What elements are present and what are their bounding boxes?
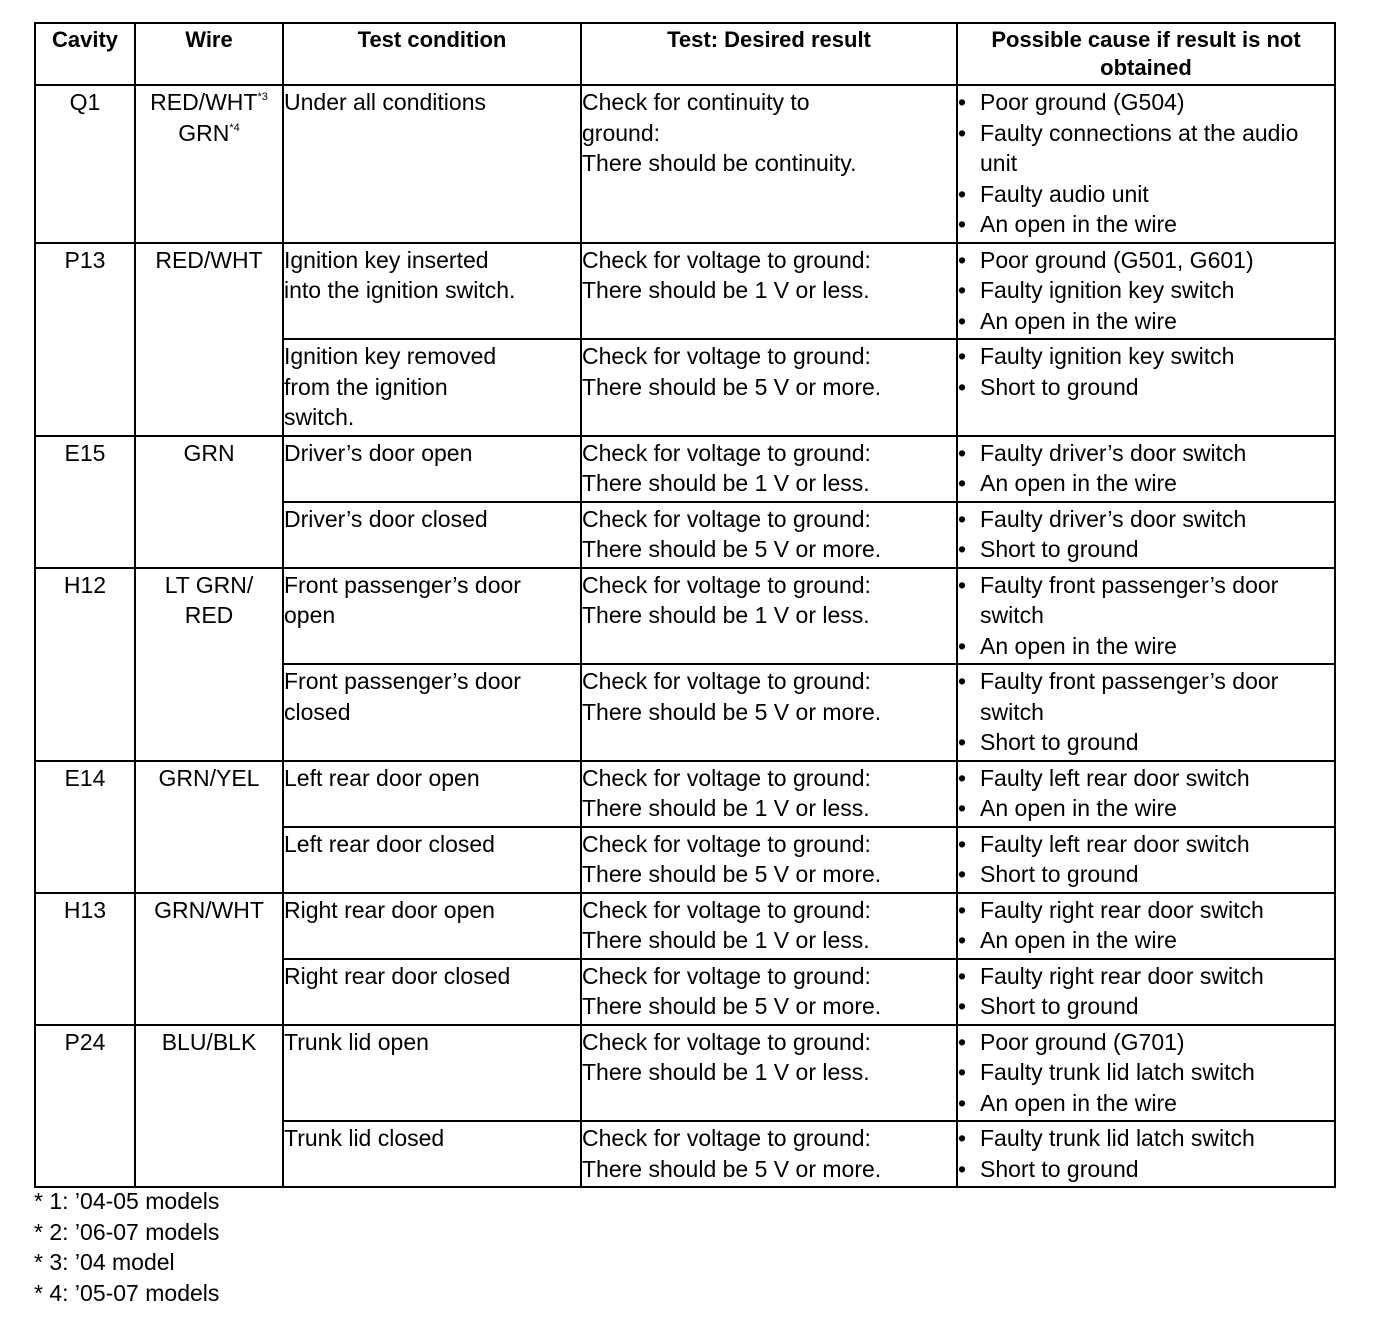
bullet-icon: • xyxy=(958,119,967,146)
possible-cause-cell xyxy=(957,502,1335,568)
possible-cause-text: Faulty driver’s door switch xyxy=(980,505,1247,532)
possible-cause-cell xyxy=(957,827,1335,893)
possible-cause-text: Faulty ignition key switch xyxy=(980,277,1235,303)
desired-result-cell xyxy=(581,339,957,436)
possible-cause-text: Poor ground (G504) xyxy=(980,89,1185,115)
bullet-icon: • xyxy=(958,993,967,1019)
test-condition-cell xyxy=(283,893,581,959)
desired-result-line: There should be 5 V or more. xyxy=(582,373,882,400)
desired-result-line: Check for voltage to ground: xyxy=(582,896,871,923)
test-condition-line: Left rear door closed xyxy=(284,830,495,857)
table-row xyxy=(35,568,1335,665)
possible-cause-item xyxy=(958,829,1334,860)
possible-cause-text: Faulty trunk lid latch switch xyxy=(980,1125,1255,1151)
wire-color xyxy=(136,763,282,794)
desired-result-line: ground: xyxy=(582,119,661,146)
bullet-icon: • xyxy=(958,1125,967,1151)
desired-result-line: Check for voltage to ground: xyxy=(582,1028,871,1055)
possible-cause-text: Faulty trunk lid latch switch xyxy=(980,1059,1255,1085)
desired-result-line: Check for voltage to ground: xyxy=(582,439,871,466)
wire-cell xyxy=(135,568,283,761)
test-condition-line: into the ignition switch. xyxy=(284,277,516,303)
possible-cause-item xyxy=(958,895,1334,926)
possible-cause-cell xyxy=(957,959,1335,1025)
header-wire: Wire xyxy=(135,23,283,85)
wire-cell xyxy=(135,761,283,893)
possible-cause-cell xyxy=(957,339,1335,436)
possible-cause-text: An open in the wire xyxy=(980,927,1177,953)
possible-cause-item xyxy=(958,87,1334,118)
desired-result-line: There should be 1 V or less. xyxy=(582,277,870,303)
desired-result-line: Check for voltage to ground: xyxy=(582,343,871,369)
wire-cell xyxy=(135,1025,283,1188)
test-condition-line: closed xyxy=(284,698,351,725)
test-condition-line: switch. xyxy=(284,404,355,430)
test-condition-cell xyxy=(283,502,581,568)
desired-result-line: Check for voltage to ground: xyxy=(582,505,871,532)
bullet-icon: • xyxy=(958,1155,967,1182)
wire-color xyxy=(136,570,282,601)
desired-result-line: There should be 5 V or more. xyxy=(582,1155,882,1182)
bullet-icon: • xyxy=(958,927,967,953)
desired-result-line: There should be 5 V or more. xyxy=(582,993,882,1019)
possible-cause-text: Short to ground xyxy=(980,861,1139,887)
footnote: * 3: ’04 model xyxy=(34,1249,175,1275)
table-row xyxy=(35,436,1335,502)
wire-color xyxy=(136,438,282,469)
possible-cause-item xyxy=(958,179,1334,210)
test-condition-line: Trunk lid closed xyxy=(284,1125,445,1151)
bullet-icon: • xyxy=(958,1059,967,1085)
possible-cause-item xyxy=(958,504,1334,535)
footnote: * 2: ’06-07 models xyxy=(34,1218,220,1245)
desired-result-cell xyxy=(581,85,957,243)
test-condition-line: Right rear door closed xyxy=(284,962,511,989)
possible-cause-text: Faulty front passenger’s door switch xyxy=(980,668,1279,725)
footnote-ref: *3 xyxy=(257,91,268,103)
possible-cause-item xyxy=(958,1154,1334,1185)
desired-result-cell xyxy=(581,959,957,1025)
possible-cause-cell xyxy=(957,664,1335,761)
possible-cause-text: Short to ground xyxy=(980,1155,1139,1182)
bullet-icon: • xyxy=(958,830,967,857)
possible-cause-text: Faulty connections at the audio unit xyxy=(980,119,1299,176)
bullet-icon: • xyxy=(958,277,967,303)
test-condition-line: Ignition key removed xyxy=(284,343,497,369)
bullet-icon: • xyxy=(958,89,967,115)
cavity-cell: E15 xyxy=(35,436,135,568)
table-row xyxy=(35,243,1335,340)
desired-result-cell xyxy=(581,1121,957,1187)
test-condition-line: from the ignition xyxy=(284,373,448,400)
possible-cause-item xyxy=(958,925,1334,956)
possible-cause-item xyxy=(958,1088,1334,1119)
desired-result-cell xyxy=(581,1025,957,1122)
bullet-icon: • xyxy=(958,343,967,369)
possible-cause-cell xyxy=(957,1121,1335,1187)
possible-cause-item xyxy=(958,275,1334,306)
possible-cause-cell xyxy=(957,243,1335,340)
possible-cause-item xyxy=(958,534,1334,565)
possible-cause-text: An open in the wire xyxy=(980,632,1177,659)
header-desired-result: Test: Desired result xyxy=(581,23,957,85)
possible-cause-text: An open in the wire xyxy=(980,211,1177,237)
table-row xyxy=(35,85,1335,243)
test-condition-cell xyxy=(283,1025,581,1122)
desired-result-line: Check for voltage to ground: xyxy=(582,246,871,273)
cavity-cell: E14 xyxy=(35,761,135,893)
bullet-icon: • xyxy=(958,861,967,887)
test-condition-cell xyxy=(283,761,581,827)
possible-cause-text: Faulty right rear door switch xyxy=(980,896,1264,923)
footnote-ref: *4 xyxy=(229,121,240,134)
cavity-cell: H13 xyxy=(35,893,135,1025)
wire-color xyxy=(136,1027,282,1058)
bullet-icon: • xyxy=(958,307,967,334)
test-condition-cell xyxy=(283,959,581,1025)
desired-result-line: Check for voltage to ground: xyxy=(582,962,871,989)
cavity-cell: P13 xyxy=(35,243,135,436)
wire-color-text: BLU/BLK xyxy=(161,1028,257,1055)
bullet-icon: • xyxy=(958,211,967,237)
possible-cause-text: An open in the wire xyxy=(980,307,1177,334)
wire-test-table xyxy=(34,22,1336,1188)
possible-cause-text: Poor ground (G501, G601) xyxy=(980,246,1254,273)
possible-cause-text: Short to ground xyxy=(980,373,1139,400)
bullet-icon: • xyxy=(958,632,967,659)
bullet-icon: • xyxy=(958,668,967,694)
desired-result-line: There should be continuity. xyxy=(582,150,857,176)
possible-cause-text: Poor ground (G701) xyxy=(980,1028,1185,1055)
cavity-cell: H12 xyxy=(35,568,135,761)
possible-cause-item xyxy=(958,209,1334,240)
possible-cause-cell xyxy=(957,893,1335,959)
footnote: * 1: ’04-05 models xyxy=(34,1188,220,1214)
desired-result-cell xyxy=(581,568,957,665)
possible-cause-item xyxy=(958,372,1334,403)
test-condition-line: Driver’s door closed xyxy=(284,505,488,532)
test-condition-line: Right rear door open xyxy=(284,896,495,923)
possible-cause-text: Short to ground xyxy=(980,729,1139,755)
possible-cause-text: Faulty front passenger’s door switch xyxy=(980,571,1279,628)
desired-result-cell xyxy=(581,893,957,959)
desired-result-cell xyxy=(581,436,957,502)
bullet-icon: • xyxy=(958,373,967,400)
test-condition-line: Left rear door open xyxy=(284,764,480,791)
possible-cause-cell xyxy=(957,761,1335,827)
test-condition-line: Driver’s door open xyxy=(284,439,473,466)
possible-cause-text: Faulty left rear door switch xyxy=(980,830,1250,857)
desired-result-cell xyxy=(581,827,957,893)
bullet-icon: • xyxy=(958,246,967,273)
possible-cause-item xyxy=(958,468,1334,499)
possible-cause-text: Faulty ignition key switch xyxy=(980,343,1235,369)
wire-color-text: RED/WHT xyxy=(155,246,263,273)
test-condition-line: Trunk lid open xyxy=(284,1028,429,1055)
table-row xyxy=(35,893,1335,959)
bullet-icon: • xyxy=(958,896,967,923)
test-condition-line: Front passenger’s door xyxy=(284,668,521,694)
wire-color-text: GRN xyxy=(183,439,235,466)
possible-cause-item xyxy=(958,763,1334,794)
wire-color-text: RED xyxy=(184,602,234,628)
test-condition-cell xyxy=(283,664,581,761)
test-condition-line: Ignition key inserted xyxy=(284,246,489,273)
test-condition-line: Under all conditions xyxy=(284,89,487,115)
desired-result-cell xyxy=(581,761,957,827)
possible-cause-item xyxy=(958,1123,1334,1154)
wire-color xyxy=(136,600,282,631)
table-body xyxy=(35,85,1335,1187)
wire-color-text: LT GRN/ xyxy=(164,571,254,598)
footnote: * 4: ’05-07 models xyxy=(34,1279,220,1306)
test-condition-cell xyxy=(283,339,581,436)
bullet-icon: • xyxy=(958,470,967,496)
desired-result-line: Check for continuity to xyxy=(582,89,810,115)
header-cavity: Cavity xyxy=(35,23,135,85)
possible-cause-cell xyxy=(957,1025,1335,1122)
possible-cause-text: Short to ground xyxy=(980,536,1139,562)
possible-cause-item xyxy=(958,1057,1334,1088)
desired-result-line: There should be 1 V or less. xyxy=(582,927,870,953)
possible-cause-text: An open in the wire xyxy=(980,795,1177,821)
possible-cause-item xyxy=(958,631,1334,662)
desired-result-line: There should be 5 V or more. xyxy=(582,536,882,562)
test-condition-cell xyxy=(283,1121,581,1187)
desired-result-cell xyxy=(581,502,957,568)
wire-color-text: GRN/WHT xyxy=(154,896,264,923)
table-row xyxy=(35,761,1335,827)
possible-cause-text: Faulty audio unit xyxy=(980,180,1149,207)
desired-result-line: Check for voltage to ground: xyxy=(582,571,871,598)
bullet-icon: • xyxy=(958,439,967,466)
bullet-icon: • xyxy=(958,729,967,755)
wire-color-text: GRN/YEL xyxy=(158,764,260,791)
test-condition-cell xyxy=(283,436,581,502)
bullet-icon: • xyxy=(958,795,967,821)
possible-cause-text: An open in the wire xyxy=(980,1089,1177,1116)
desired-result-line: There should be 1 V or less. xyxy=(582,795,870,821)
possible-cause-text: Faulty left rear door switch xyxy=(980,764,1250,791)
wire-cell xyxy=(135,436,283,568)
possible-cause-text: An open in the wire xyxy=(980,470,1177,496)
desired-result-cell xyxy=(581,243,957,340)
wire-cell xyxy=(135,893,283,1025)
wire-color xyxy=(136,118,282,149)
desired-result-line: Check for voltage to ground: xyxy=(582,764,871,791)
possible-cause-cell xyxy=(957,85,1335,243)
possible-cause-cell xyxy=(957,436,1335,502)
bullet-icon: • xyxy=(958,505,967,532)
possible-cause-item xyxy=(958,341,1334,372)
wire-color-text: GRN xyxy=(178,119,230,146)
possible-cause-item xyxy=(958,1027,1334,1058)
footnotes xyxy=(34,1186,219,1308)
cavity-cell: P24 xyxy=(35,1025,135,1188)
test-condition-line: Front passenger’s door xyxy=(284,571,521,598)
test-condition-cell xyxy=(283,85,581,243)
bullet-icon: • xyxy=(958,1089,967,1116)
header-test-condition: Test condition xyxy=(283,23,581,85)
possible-cause-item xyxy=(958,118,1334,179)
header-row xyxy=(35,23,1335,85)
possible-cause-text: Short to ground xyxy=(980,993,1139,1019)
bullet-icon: • xyxy=(958,180,967,207)
bullet-icon: • xyxy=(958,536,967,562)
possible-cause-item xyxy=(958,859,1334,890)
desired-result-line: There should be 5 V or more. xyxy=(582,861,882,887)
possible-cause-text: Faulty right rear door switch xyxy=(980,962,1264,989)
bullet-icon: • xyxy=(958,1028,967,1055)
wire-cell xyxy=(135,85,283,243)
desired-result-line: Check for voltage to ground: xyxy=(582,1125,871,1151)
possible-cause-item xyxy=(958,961,1334,992)
header-possible-cause: Possible cause if result is not obtained xyxy=(957,23,1335,85)
desired-result-cell xyxy=(581,664,957,761)
possible-cause-item xyxy=(958,570,1334,631)
test-condition-cell xyxy=(283,568,581,665)
desired-result-line: Check for voltage to ground: xyxy=(582,830,871,857)
wire-color xyxy=(136,87,282,118)
possible-cause-item xyxy=(958,727,1334,758)
test-condition-cell xyxy=(283,243,581,340)
possible-cause-item xyxy=(958,793,1334,824)
possible-cause-item xyxy=(958,245,1334,276)
possible-cause-item xyxy=(958,306,1334,337)
bullet-icon: • xyxy=(958,571,967,598)
test-condition-line: open xyxy=(284,602,336,628)
table-row xyxy=(35,1025,1335,1122)
cavity-cell: Q1 xyxy=(35,85,135,243)
desired-result-line: There should be 5 V or more. xyxy=(582,698,882,725)
test-condition-cell xyxy=(283,827,581,893)
possible-cause-item xyxy=(958,666,1334,727)
desired-result-line: There should be 1 V or less. xyxy=(582,1059,870,1085)
wire-cell xyxy=(135,243,283,436)
bullet-icon: • xyxy=(958,764,967,791)
desired-result-line: There should be 1 V or less. xyxy=(582,470,870,496)
wire-color-text: RED/WHT xyxy=(150,89,258,115)
possible-cause-item xyxy=(958,991,1334,1022)
possible-cause-text: Faulty driver’s door switch xyxy=(980,439,1247,466)
possible-cause-item xyxy=(958,438,1334,469)
desired-result-line: There should be 1 V or less. xyxy=(582,602,870,628)
possible-cause-cell xyxy=(957,568,1335,665)
wire-color xyxy=(136,895,282,926)
wire-color xyxy=(136,245,282,276)
desired-result-line: Check for voltage to ground: xyxy=(582,668,871,694)
bullet-icon: • xyxy=(958,962,967,989)
